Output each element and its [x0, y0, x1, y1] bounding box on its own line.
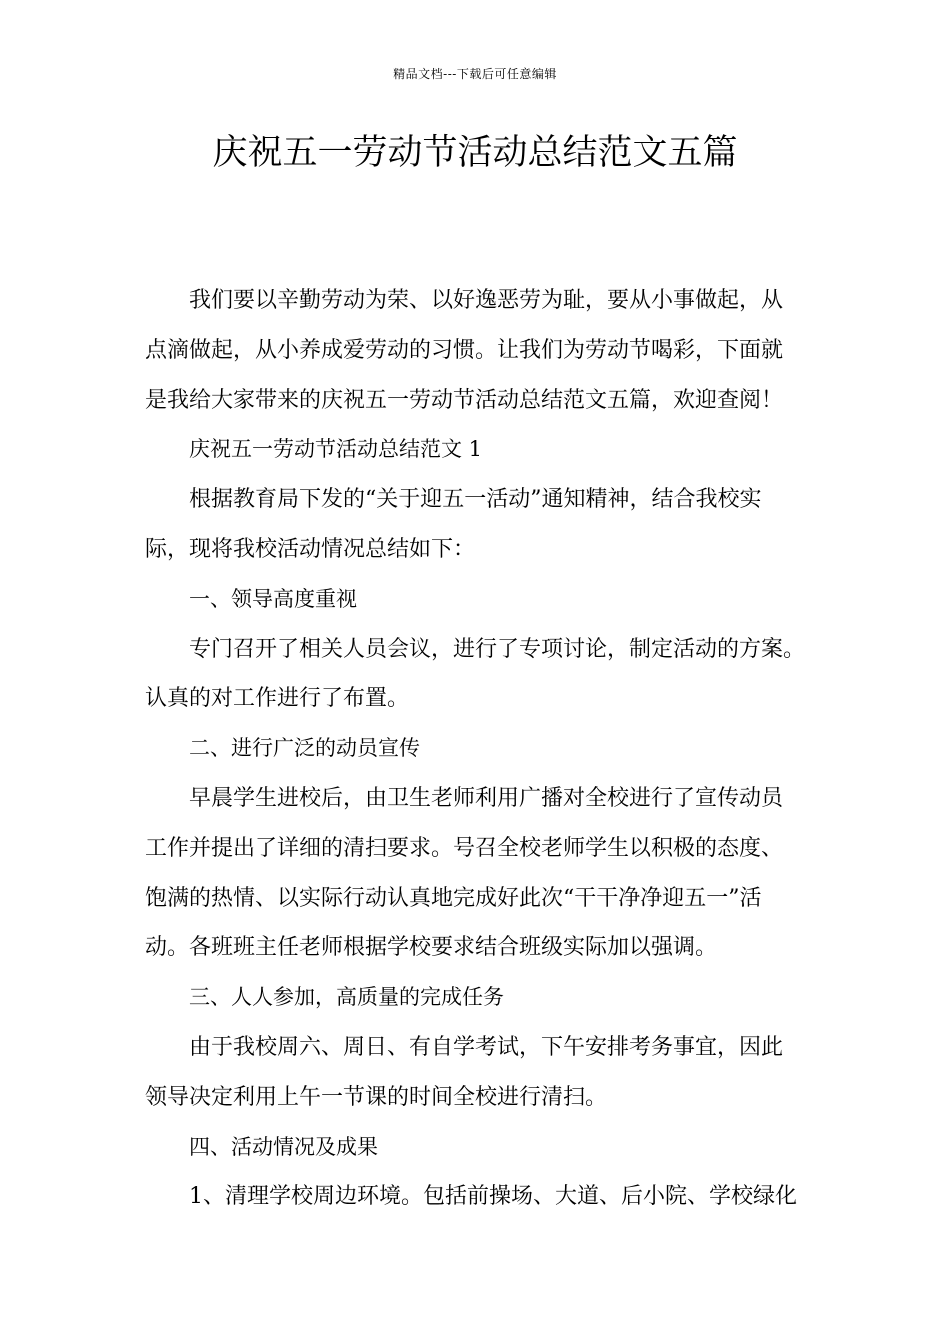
- paragraph-line: 1、清理学校周边环境。包括前操场、大道、后小院、学校绿化: [189, 1184, 797, 1210]
- paragraph-line: 动。各班班主任老师根据学校要求结合班级实际加以强调。: [145, 935, 718, 961]
- section-heading: 三、人人参加，高质量的完成任务: [189, 985, 504, 1010]
- paragraph-line: 早晨学生进校后，由卫生老师利用广播对全校进行了宣传动员: [189, 785, 784, 811]
- paragraph-line: 是我给大家带来的庆祝五一劳动节活动总结范文五篇，欢迎查阅！: [145, 387, 784, 413]
- paragraph-line: 饱满的热情、以实际行动认真地完成好此次“干干净净迎五一”活: [145, 885, 762, 911]
- document-title: 庆祝五一劳动节活动总结范文五篇: [212, 133, 738, 173]
- header-note: 精品文档---下载后可任意编辑: [393, 67, 557, 81]
- paragraph-line: 点滴做起，从小养成爱劳动的习惯。让我们为劳动节喝彩，下面就: [145, 337, 784, 363]
- paragraph-line: 工作并提出了详细的清扫要求。号召全校老师学生以积极的态度、: [145, 835, 784, 861]
- paragraph-line: 专门召开了相关人员会议，进行了专项讨论，制定活动的方案。: [189, 636, 806, 662]
- document-body: [145, 276, 815, 1222]
- paragraph-line: 认真的对工作进行了布置。: [145, 686, 410, 712]
- paragraph-line: 由于我校周六、周日、有自学考试，下午安排考务事宜，因此: [189, 1034, 784, 1060]
- section-heading: 庆祝五一劳动节活动总结范文 1: [189, 437, 483, 462]
- paragraph-line: 根据教育局下发的“关于迎五一活动”通知精神，结合我校实: [189, 487, 762, 513]
- section-heading: 一、领导高度重视: [189, 586, 357, 611]
- paragraph-line: 我们要以辛勤劳动为荣、以好逸恶劳为耻，要从小事做起，从: [189, 288, 784, 313]
- paragraph-line: 领导决定利用上午一节课的时间全校进行清扫。: [145, 1084, 608, 1110]
- section-heading: 四、活动情况及成果: [189, 1134, 378, 1159]
- section-heading: 二、进行广泛的动员宣传: [189, 736, 420, 761]
- paragraph-line: 际，现将我校活动情况总结如下：: [145, 536, 476, 562]
